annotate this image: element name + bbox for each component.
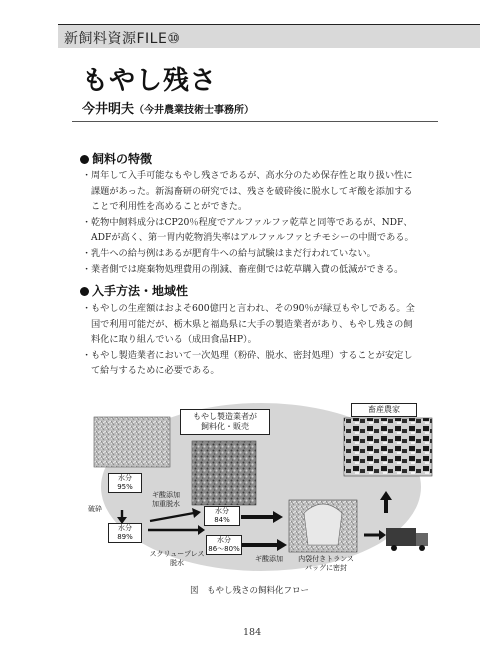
list-item: ・ もやし製造業者において一次処理（粉砕、脱水、密封処理）することが安定し	[82, 349, 413, 361]
producer-box: もやし製造業者が 飼料化・販売	[180, 409, 270, 435]
bag-seal-label: 内袋付きトランス バッグに密封	[298, 555, 354, 572]
list-item: ・ 業者側では廃棄物処理費用の削減、畜産側では乾草購入費の低減ができる。	[82, 263, 404, 275]
acquisition-list	[82, 301, 442, 379]
raw-residue-photo	[94, 417, 170, 467]
list-item: ・ 乳牛への給与例はあるが肥育牛への給与試験はまだ行われていない。	[82, 247, 376, 259]
figure-caption: 図 もやし残さの飼料化フロー	[190, 586, 310, 596]
formic-add-label: ギ酸添加	[255, 555, 283, 563]
author-name: 今井明夫	[82, 102, 135, 117]
section-heading-acquisition: 入手方法・地域性	[80, 282, 188, 299]
farmer-box: 畜産農家	[351, 403, 417, 417]
author-line	[82, 98, 254, 117]
author-affiliation: （今井農業技術士事務所）	[134, 105, 255, 116]
series-header-band	[58, 24, 480, 48]
moisture-84-box: 水分 84%	[204, 506, 240, 526]
moisture-89-box: 水分 89%	[108, 523, 142, 543]
list-item-continuation: て給与するために必要である。	[91, 365, 220, 377]
section-heading-features: 飼料の特徴	[80, 150, 152, 167]
list-item-continuation: 料化に取り組んでいる（成田食品HP）。	[91, 334, 257, 346]
list-item-continuation: 課題があった。新潟畜研の研究では、残さを破砕後に脱水してギ酸を添加する	[91, 185, 413, 197]
crushed-residue-photo	[192, 441, 256, 505]
bullet-dot-icon	[80, 287, 89, 296]
features-list	[82, 168, 442, 277]
flow-figure	[86, 395, 438, 575]
bullet-dot-icon	[80, 155, 89, 164]
list-item: ・ 乾物中飼料成分はCP20％程度でアルファルファ乾草と同等であるが、NDF、	[82, 216, 413, 228]
moisture-95-box: 水分 95%	[108, 473, 142, 493]
list-item-continuation: ことで利用性を高めることができた。	[91, 201, 248, 213]
article-title: もやし残さ	[82, 66, 218, 96]
page-number: 184	[243, 627, 262, 638]
moisture-86-80-box: 水分 86〜80%	[206, 535, 242, 555]
list-item-continuation: 国で利用可能だが、栃木県と福島県に大手の製造業者があり、もやし残さの飼	[91, 318, 413, 330]
list-item: ・ もやしの生産額はおよそ600億円と言われ、その90％が緑豆もやしである。全	[82, 303, 415, 314]
cattle-barn-photo	[344, 418, 432, 476]
screw-press-label: スクリュープレス 脱水	[149, 550, 205, 567]
title-rule	[72, 121, 438, 122]
list-item: ・ 周年して入手可能なもやし残さであるが、高水分のため保存性と取り扱い性に	[82, 170, 413, 181]
formic-dewater-label: ギ酸添加 加重脱水	[152, 491, 180, 508]
series-label: 新飼料資源FILE⑩	[64, 31, 181, 47]
truck-icon	[386, 528, 428, 551]
list-item-continuation: ADFが高く、第一胃内乾物消失率はアルファルファとチモシーの中間である。	[91, 232, 414, 244]
crush-label: 破砕	[88, 505, 102, 513]
